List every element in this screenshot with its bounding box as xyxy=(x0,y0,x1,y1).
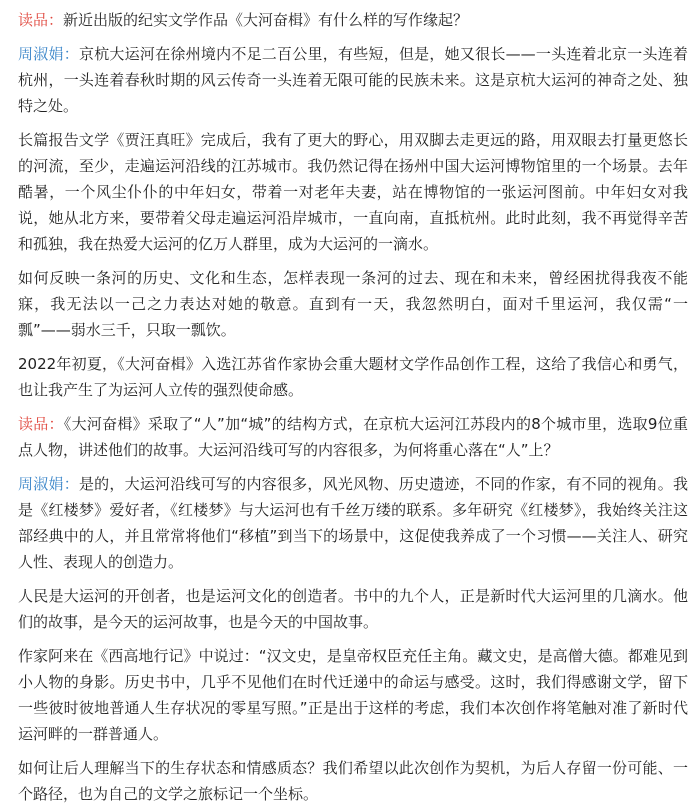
paragraph-text: 是的，大运河沿线可写的内容很多，风光风物、历史遗迹，不同的作家，有不同的视角。我是《红楼梦》爱好者，《红楼梦》与大运河也有千丝万缕的联系。多年研究《红楼梦》，我始终关注这部经典中的人，并且常常将他们“移植”到当下的场景中，这促使我养成了一个习惯——关注人、研究人性、表现人的创造力。 xyxy=(18,475,688,571)
paragraph-answer-2 xyxy=(18,471,688,575)
paragraph-body: 人民是大运河的开创者，也是运河文化的创造者。书中的九个人，正是新时代大运河里的几滴水。他们的故事，是今天的运河故事，也是今天的中国故事。 xyxy=(18,587,688,631)
speaker-label-reader: 读品： xyxy=(18,11,64,29)
paragraph-body: 如何反映一条河的历史、文化和生态，怎样表现一条河的过去、现在和未来，曾经困扰得我夜不能寐，我无法以一己之力表达对她的敬意。直到有一天，我忽然明白，面对千里运河，我仅需“一瓢”——弱水三千，只取一瓢饮。 xyxy=(18,269,688,339)
paragraph-body: 如何让后人理解当下的生存状态和情感质态？我们希望以此次创作为契机，为后人存留一份可能、一个路径，也为自己的文学之旅标记一个坐标。 xyxy=(18,759,688,803)
paragraph-text: 新近出版的纪实文学作品《大河奋楫》有什么样的写作缘起？ xyxy=(63,11,469,29)
speaker-label-reader: 读品： xyxy=(18,415,64,433)
speaker-label-author: 周淑娟： xyxy=(18,475,79,493)
speaker-label-author: 周淑娟： xyxy=(18,45,79,63)
paragraph-body: 2022年初夏，《大河奋楫》入选江苏省作家协会重大题材文学作品创作工程，这给了我信心和勇气，也让我产生了为运河人立传的强烈使命感。 xyxy=(18,355,688,399)
paragraph-question-2 xyxy=(18,411,688,463)
paragraph-body: 长篇报告文学《贾汪真旺》完成后，我有了更大的野心，用双脚去走更远的路，用双眼去打量更悠长的河流，至少，走遍运河沿线的江苏城市。我仍然记得在扬州中国大运河博物馆里的一个场景。去年酷暑，一个风尘仆仆的中年妇女，带着一对老年夫妻，站在博物馆的一张运河图前。中年妇女对我说，她从北方来，要带着父母走遍运河沿岸城市，一直向南，直抵杭州。此时此刻，我不再觉得辛苦和孤独，我在热爱大运河的亿万人群里，成为大运河的一滴水。 xyxy=(18,131,688,253)
paragraph-text: 京杭大运河在徐州境内不足二百公里，有些短，但是，她又很长——一头连着北京一头连着杭州，一头连着春秋时期的风云传奇一头连着无限可能的民族未来。这是京杭大运河的神奇之处、独特之处。 xyxy=(18,45,688,115)
paragraph-question-1 xyxy=(18,7,688,33)
paragraph-body: 作家阿来在《西高地行记》中说过：“汉文史，是皇帝权臣充任主角。藏文史，是高僧大德。都难见到小人物的身影。历史书中，几乎不见他们在时代迁递中的命运与感受。这时，我们得感谢文学，留下一些彼时彼地普通人生存状况的零星写照。”正是出于这样的考虑，我们本次创作将笔触对准了新时代运河畔的一群普通人。 xyxy=(18,647,688,743)
paragraph-text: 《大河奋楫》采取了“人”加“城”的结构方式，在京杭大运河江苏段内的8个城市里，选取9位重点人物，讲述他们的故事。大运河沿线可写的内容很多，为何将重心落在“人”上？ xyxy=(18,415,688,459)
paragraph-answer-1 xyxy=(18,41,688,119)
